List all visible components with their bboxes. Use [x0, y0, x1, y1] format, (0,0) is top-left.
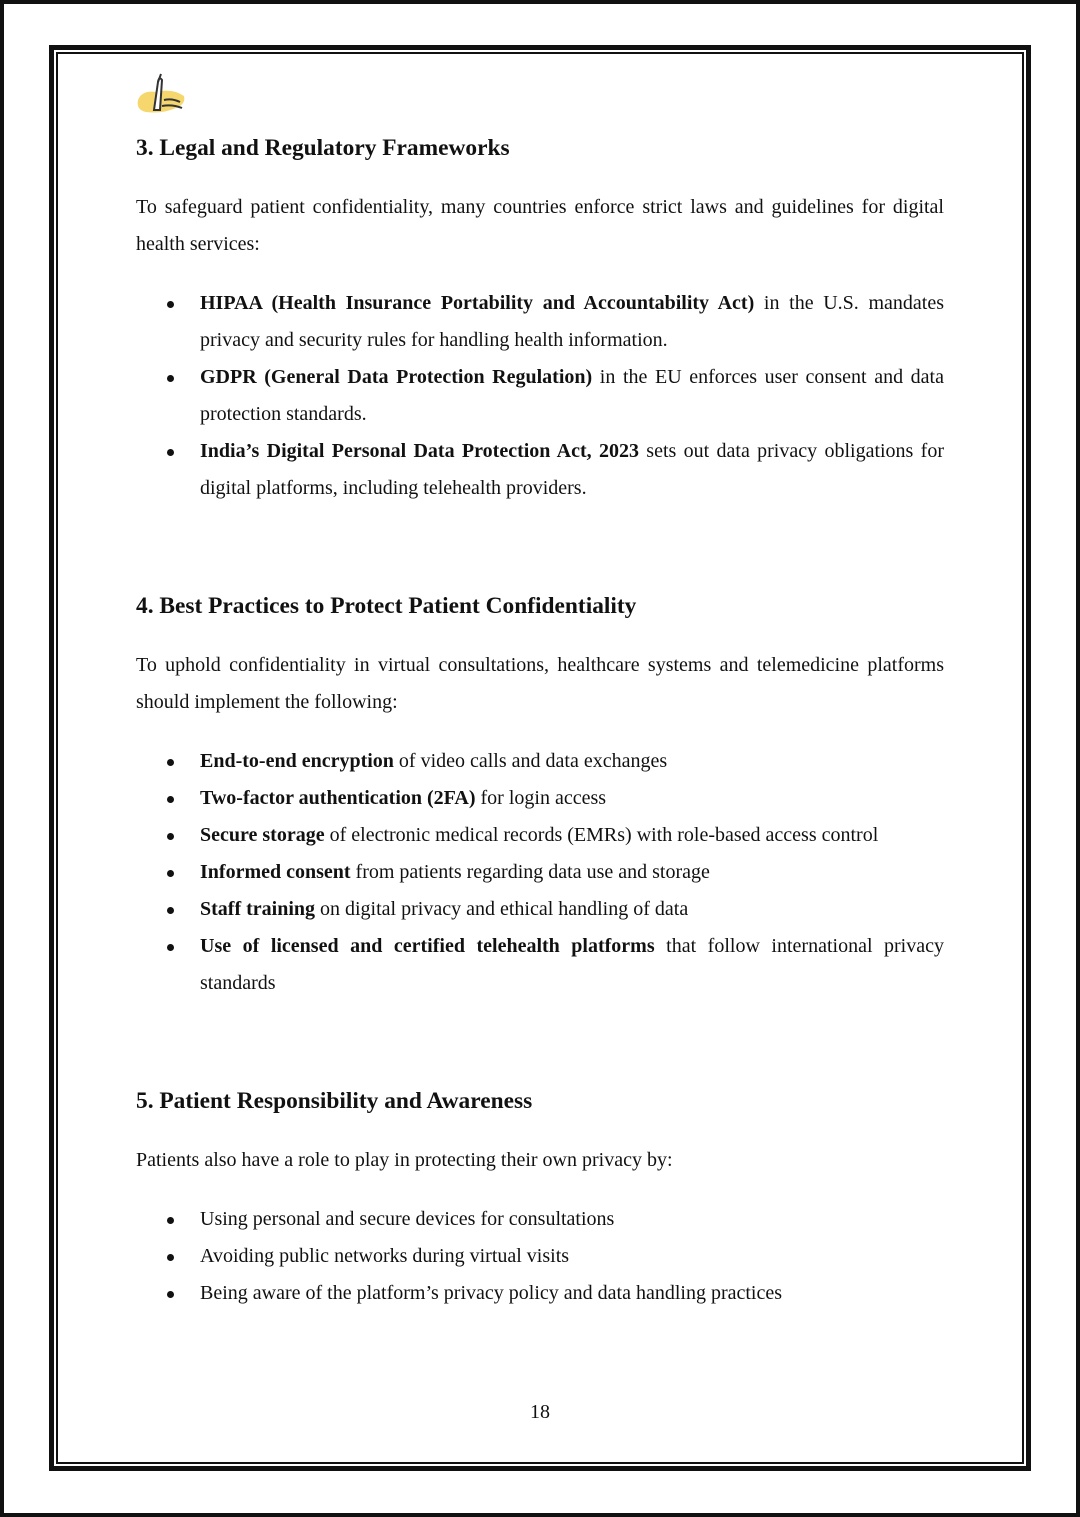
section-5-heading: 5. Patient Responsibility and Awareness [136, 1088, 533, 1114]
item-text: that follow international privacy standards [200, 935, 944, 994]
item-text: Being aware of the platform’s privacy policy and data handling practices [200, 1282, 783, 1304]
item-bold-text: Staff training [200, 898, 315, 920]
item-bold-text: Two-factor authentication (2FA) [200, 787, 476, 809]
list-item [136, 891, 944, 928]
item-text: in the EU enforces user consent and data protection standards. [200, 366, 944, 425]
bullet-icon [167, 907, 174, 914]
list-item [136, 743, 944, 780]
list-item [136, 1201, 944, 1238]
section-4-intro: To uphold confidentiality in virtual consultations, healthcare systems and telemedicine platforms should implement the following: [136, 654, 944, 713]
section-3-list [136, 285, 944, 507]
bullet-icon [167, 449, 174, 456]
item-bold-text: Secure storage [200, 824, 325, 846]
bullet-icon [167, 944, 174, 951]
page-content [136, 130, 944, 1312]
bullet-icon [167, 870, 174, 877]
page-number: 18 [530, 1401, 550, 1423]
list-item [136, 1238, 944, 1275]
bullet-icon [167, 301, 174, 308]
list-item [136, 1275, 944, 1312]
bullet-icon [167, 1291, 174, 1298]
item-bold-text: Use of licensed and certified telehealth platforms [200, 935, 655, 957]
item-text: in the U.S. mandates privacy and security rules for handling health information. [200, 292, 944, 351]
item-bold-text: Informed consent [200, 861, 351, 883]
item-text: from patients regarding data use and storage [350, 861, 710, 883]
bullet-icon [167, 1217, 174, 1224]
item-text: Avoiding public networks during virtual visits [200, 1245, 570, 1267]
list-item [136, 854, 944, 891]
bullet-icon [167, 833, 174, 840]
section-5-intro: Patients also have a role to play in protecting their own privacy by: [136, 1149, 673, 1171]
item-text: on digital privacy and ethical handling of data [315, 898, 689, 920]
item-bold-text: India’s Digital Personal Data Protection Act, 2023 [200, 440, 639, 462]
bullet-icon [167, 759, 174, 766]
item-text: of video calls and data exchanges [393, 750, 668, 772]
pen-writing-icon [132, 70, 192, 120]
item-bold-text: End-to-end encryption [200, 750, 394, 772]
bullet-icon [167, 796, 174, 803]
section-5-list [136, 1201, 944, 1312]
item-bold-text: HIPAA (Health Insurance Portability and Accountability Act) [200, 292, 755, 314]
list-item [136, 817, 944, 854]
bullet-icon [167, 1254, 174, 1261]
item-text: for login access [475, 787, 607, 809]
list-item [136, 285, 944, 359]
item-text: Using personal and secure devices for consultations [200, 1208, 615, 1230]
section-3-heading: 3. Legal and Regulatory Frameworks [136, 135, 510, 161]
section-4-list [136, 743, 944, 1002]
bullet-icon [167, 375, 174, 382]
section-3-intro: To safeguard patient confidentiality, many countries enforce strict laws and guidelines for digital health services: [136, 196, 944, 255]
item-text: sets out data privacy obligations for digital platforms, including telehealth providers. [200, 440, 944, 499]
item-bold-text: GDPR (General Data Protection Regulation) [200, 366, 593, 388]
list-item [136, 359, 944, 433]
list-item [136, 780, 944, 817]
item-text: of electronic medical records (EMRs) with role-based access control [324, 824, 879, 846]
list-item [136, 928, 944, 1002]
list-item [136, 433, 944, 507]
section-4-heading: 4. Best Practices to Protect Patient Confidentiality [136, 593, 637, 619]
